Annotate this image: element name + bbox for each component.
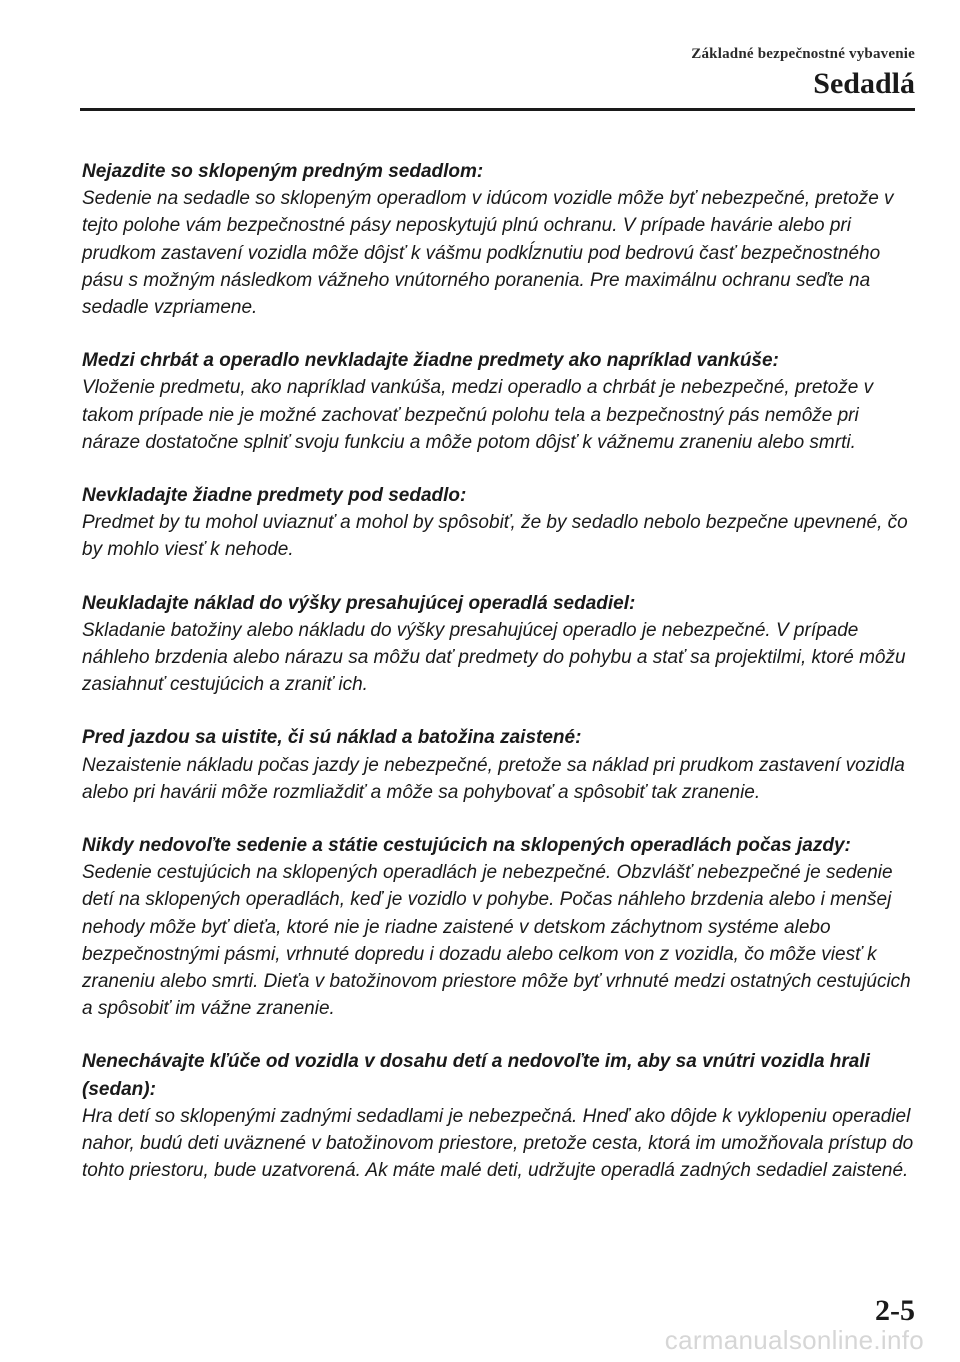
- warning-body: Hra detí so sklopenými zadnými sedadlami je nebezpečná. Hneď ako dôjde k vyklopeniu operadiel nahor, budú deti uväznené v batožinovom priestore, pretože cesta, ktorá im umožňovala prístup do tohto priestoru, bude uzatvorená. Ak máte malé deti, udržujte operadlá zadných sedadiel zaistené.: [82, 1105, 914, 1182]
- warning-heading: Nenechávajte kľúče od vozidla v dosahu detí a nedovoľte im, aby sa vnútri vozidla hrali (sedan):: [82, 1051, 870, 1100]
- warning-block: [82, 832, 920, 1022]
- warning-block: [82, 1048, 920, 1184]
- watermark: carmanualsonline.info: [664, 1325, 924, 1355]
- warning-block: [82, 482, 920, 564]
- header-divider: [80, 108, 915, 111]
- page-title: Sedadlá: [813, 67, 915, 100]
- warning-body: Predmet by tu mohol uviaznuť a mohol by spôsobiť, že by sedadlo nebolo bezpečne upevnené, čo by mohlo viesť k nehode.: [82, 512, 908, 561]
- section-title: Základné bezpečnostné vybavenie: [691, 46, 915, 62]
- warning-body: Nezaistenie nákladu počas jazdy je nebezpečné, pretože sa náklad pri prudkom zastavení vozidla alebo pri havárii môže rozmliaždiť a môže sa pohybovať a spôsobiť tak zranenie.: [82, 754, 905, 803]
- warning-heading: Nevkladajte žiadne predmety pod sedadlo:: [82, 485, 467, 507]
- warning-block: [82, 724, 920, 806]
- warning-heading: Nikdy nedovoľte sedenie a státie cestujúcich na sklopených operadlách počas jazdy:: [82, 835, 851, 857]
- warning-heading: Medzi chrbát a operadlo nevkladajte žiadne predmety ako napríklad vankúše:: [82, 350, 779, 372]
- warning-block: [82, 158, 920, 321]
- warning-body: Vloženie predmetu, ako napríklad vankúša, medzi operadlo a chrbát je nebezpečné, pretože v takom prípade nie je možné zachovať bezpečnú polohu tela a bezpečnostný pás nemôže pri náraze dostatočne splniť svoju funkciu a môže potom dôjsť k vážnemu zraneniu alebo smrti.: [82, 377, 874, 453]
- warning-heading: Neukladajte náklad do výšky presahujúcej operadlá sedadiel:: [82, 592, 636, 614]
- warnings-content: [82, 158, 920, 1211]
- warning-heading: Nejazdite so sklopeným predným sedadlom:: [82, 161, 484, 182]
- warning-heading: Pred jazdou sa uistite, či sú náklad a batožina zaistené:: [82, 727, 582, 749]
- page-header: [45, 44, 915, 102]
- warning-block: [82, 590, 920, 699]
- warning-body: Sedenie cestujúcich na sklopených operadlách je nebezpečné. Obzvlášť nebezpečné je sedenie detí na sklopených operadlách, keď je vozidlo v pohybe. Počas náhleho brzdenia alebo i menšej nehody môže byť dieťa, ktoré nie je riadne zaistené v detskom záchytnom systéme alebo bezpečnostnými pásmi, vrhnuté dopredu i dozadu alebo celkom von z vozidla, čo môže viesť k zraneniu alebo smrti. Dieťa v batožinovom priestore môže byť vrhnuté medzi ostatných cestujúcich a spôsobiť im vážne zranenie.: [82, 862, 911, 1020]
- warning-body: Sedenie na sedadle so sklopeným operadlom v idúcom vozidle môže byť nebezpečné, pretože v tejto polohe vám bezpečnostné pásy neposkytujú plnú ochranu. V prípade havárie alebo pri prudkom zastavení vozidla môže dôjsť k vášmu podkĺznutiu pod bedrovú časť bezpečnostného pásu s možným následkom vážneho vnútorného poranenia. Pre maximálnu ochranu seďte na sedadle vzpriamene.: [82, 188, 894, 319]
- page-number: 2-5: [875, 1294, 915, 1327]
- warning-block: [82, 347, 920, 456]
- warning-body: Skladanie batožiny alebo nákladu do výšky presahujúcej operadlo je nebezpečné. V prípade náhleho brzdenia alebo nárazu sa môžu dať predmety do pohybu a stať sa projektilmi, ktoré môžu zasiahnuť cestujúcich a zraniť ich.: [82, 619, 906, 696]
